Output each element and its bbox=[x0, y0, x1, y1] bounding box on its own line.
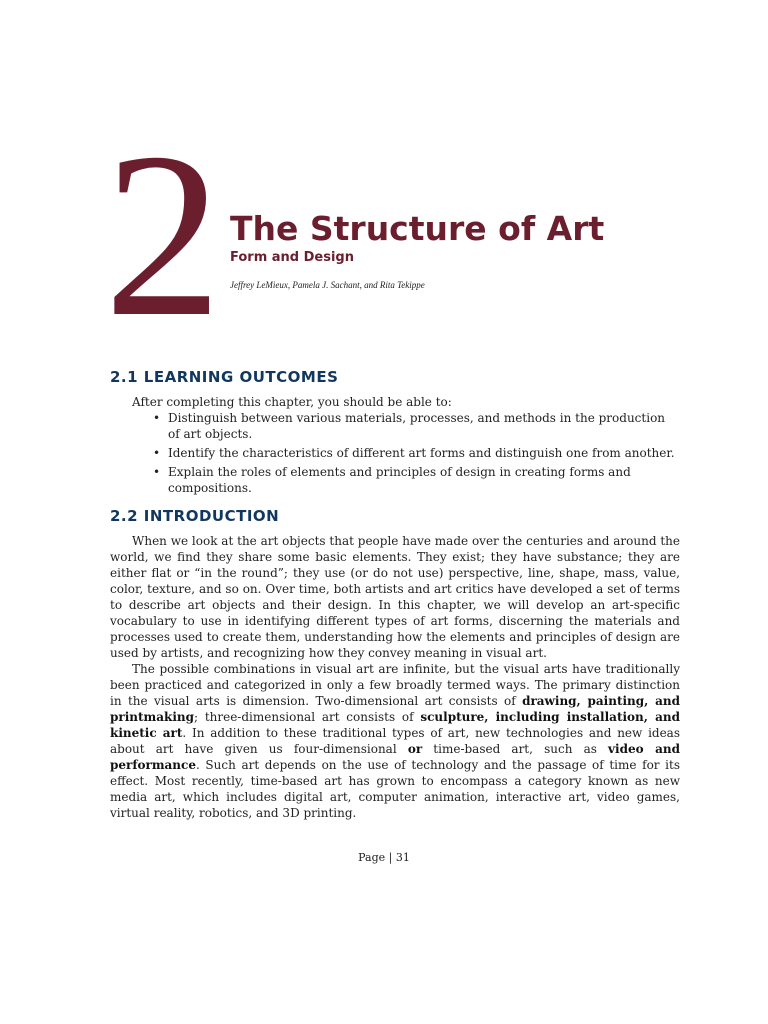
introduction-body bbox=[110, 533, 680, 821]
list-item-text: Distinguish between various materials, processes, and methods in the production of art objects. bbox=[168, 411, 666, 441]
chapter-title: The Structure of Art bbox=[230, 209, 605, 248]
paragraph: When we look at the art objects that people have made over the centuries and around the world, we find they share some basic elements. They exist; they have substance; they are either flat or “in the round”; they use (or do not use) perspective, line, shape, mass, value, color, texture, and so on. Over time, both artists and art critics have developed a set of terms to describe art objects and their design. In this chapter, we will develop an art-specific vocabulary to use in identifying different types of art forms, discerning the materials and processes used to create them, understanding how the elements and principles of design are used by artists, and recognizing how they convey meaning in visual art. bbox=[110, 534, 680, 660]
bold-term: sculpture, including installation, and kinetic art bbox=[110, 710, 680, 740]
section-heading-introduction: 2.2 INTRODUCTION bbox=[110, 507, 280, 525]
list-item bbox=[150, 410, 680, 442]
outcomes-intro: After completing this chapter, you should be able to: bbox=[132, 395, 452, 409]
bullet-icon: • bbox=[153, 411, 161, 425]
bold-term: video and performance bbox=[110, 742, 680, 772]
list-item-text: Identify the characteristics of different art forms and distinguish one from another. bbox=[168, 446, 675, 460]
chapter-number: 2 bbox=[104, 105, 218, 366]
list-item bbox=[150, 464, 680, 496]
bold-term: drawing, painting, and printmaking bbox=[110, 694, 680, 724]
page-number: Page | 31 bbox=[358, 851, 410, 864]
bullet-icon: • bbox=[153, 446, 161, 460]
text-run: time-based art, such as bbox=[422, 742, 609, 756]
chapter-authors: Jeffrey LeMieux, Pamela J. Sachant, and Rita Tekippe bbox=[230, 280, 425, 290]
list-item-text: Explain the roles of elements and principles of design in creating forms and compositions. bbox=[168, 465, 631, 495]
text-run: . In addition to these traditional types of art, new technologies and new ideas about art have given us four-dimensional bbox=[110, 726, 680, 756]
bullet-icon: • bbox=[153, 465, 161, 479]
list-item bbox=[150, 445, 680, 461]
chapter-subtitle: Form and Design bbox=[230, 250, 354, 265]
paragraph bbox=[110, 661, 680, 821]
text-run: The possible combinations in visual art are infinite, but the visual arts have traditionally been practiced and categorized in only a few broadly termed ways. The primary distinction in the visual arts is dimension. Two-dimensional art consists of bbox=[110, 662, 680, 708]
bold-term: or bbox=[407, 742, 423, 756]
outcomes-list bbox=[150, 410, 680, 499]
text-run: ; three-dimensional art consists of bbox=[194, 710, 421, 724]
section-heading-learning-outcomes: 2.1 LEARNING OUTCOMES bbox=[110, 368, 339, 386]
text-run: . Such art depends on the use of technology and the passage of time for its effect. Most recently, time-based art has grown to encompass a category known as new media art, which includes digital art, computer animation, interactive art, video games, virtual reality, robotics, and 3D printing. bbox=[110, 758, 680, 820]
